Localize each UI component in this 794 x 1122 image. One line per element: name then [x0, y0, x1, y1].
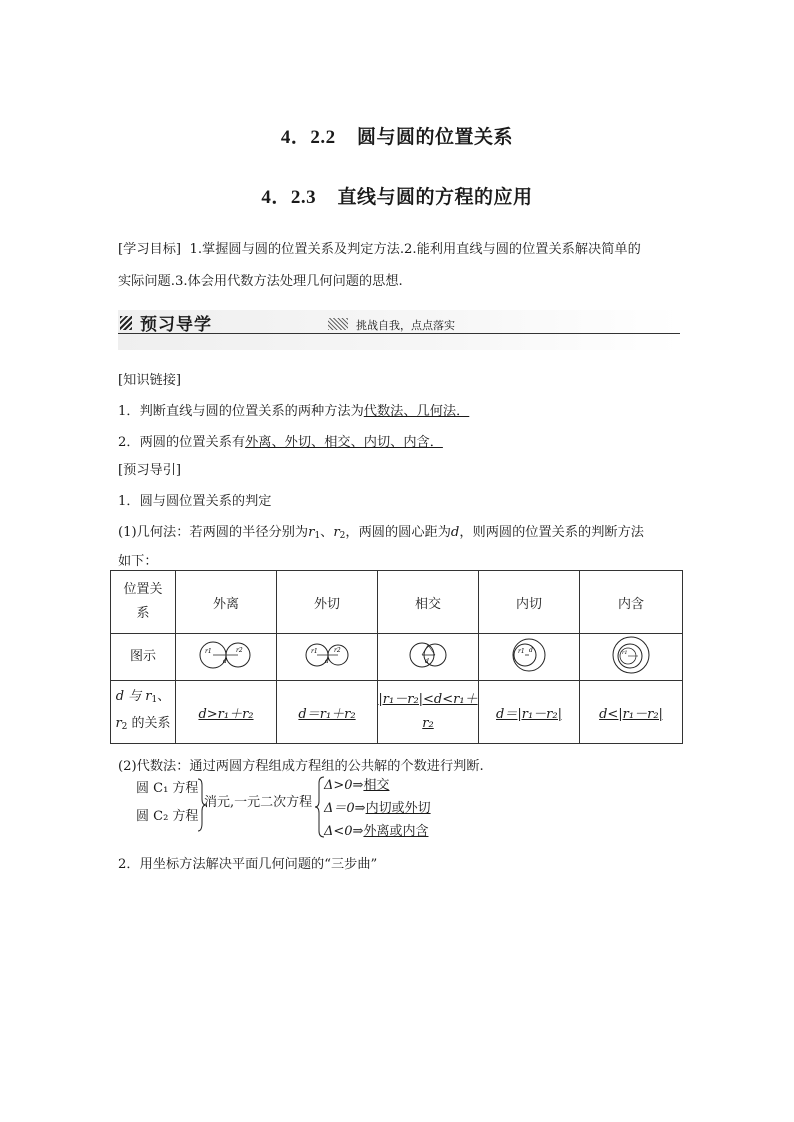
- two-circles-tangent-icon: [301, 635, 353, 675]
- relation-separate: d>r₁＋r₂: [176, 681, 277, 744]
- algebra-diagram: [136, 775, 476, 841]
- svg-text:r1: r1: [518, 648, 525, 655]
- case-zero: Δ＝0⇒内切或外切: [324, 801, 431, 816]
- relation-external-tangent: d＝r₁＋r₂: [277, 681, 378, 744]
- relation-internal-tangent: d＝|r₁－r₂|: [479, 681, 580, 744]
- circles-contain-icon: [608, 635, 654, 675]
- stripe-icon: [120, 316, 132, 330]
- circles-internal-tangent-icon: [508, 635, 550, 675]
- relation-row-label: d 与 $r_1$、 $r_2$ 的关系: [111, 681, 176, 744]
- knowledge-item-1: 1．判断直线与圆的位置关系的两种方法为代数法、几何法．: [118, 404, 470, 419]
- section-title-4-2-2: 4．2.2 圆与圆的位置关系: [280, 126, 514, 148]
- equation-c2: 圆 C₂ 方程: [136, 809, 199, 824]
- section-title-4-2-3: 4．2.3 直线与圆的方程的应用: [261, 186, 533, 208]
- figure-contain: [580, 634, 683, 681]
- ruler-icon: [328, 318, 348, 330]
- svg-text:r1: r1: [205, 648, 212, 655]
- col-header: 内切: [479, 571, 580, 634]
- geometry-method-line: (1)几何法：若两圆的半径分别为$r_1$、$r_2$，两圆的圆心距为d，则两圆的位置关系的判断方法: [118, 525, 644, 541]
- banner-subtitle: 挑战自我，点点落实: [356, 319, 455, 332]
- col-header: 内含: [580, 571, 683, 634]
- svg-text:r1: r1: [311, 648, 318, 655]
- svg-text:r1: r1: [622, 650, 628, 656]
- preview-label: [预习导引]: [118, 463, 182, 478]
- preview-banner: [118, 310, 680, 350]
- two-circles-intersect-icon: [402, 635, 454, 675]
- svg-text:d: d: [325, 658, 329, 665]
- figure-separate: [176, 634, 277, 681]
- two-circles-separate-icon: [195, 635, 257, 675]
- case-negative: Δ<0⇒外离或内含: [324, 824, 429, 839]
- figure-external-tangent: [277, 634, 378, 681]
- svg-text:r2: r2: [334, 647, 341, 654]
- banner-title: 预习导学: [140, 315, 212, 335]
- knowledge-item-2: 2．两圆的位置关系有外离、外切、相交、内切、内含．: [118, 435, 443, 450]
- equation-c1: 圆 C₁ 方程: [136, 781, 199, 796]
- case-positive: Δ>0⇒相交: [324, 778, 390, 793]
- figure-intersect: [378, 634, 479, 681]
- col-header: 外切: [277, 571, 378, 634]
- preview-item-2: 2．用坐标方法解决平面几何问题的“三步曲”: [118, 857, 378, 872]
- relation-contain: d<|r₁－r₂|: [580, 681, 683, 744]
- elimination-text: 消元,一元二次方程: [204, 795, 313, 810]
- svg-text:d: d: [529, 647, 533, 654]
- svg-text:d: d: [223, 658, 227, 665]
- table-header-label: 位置关 系: [111, 571, 176, 634]
- svg-text:d: d: [425, 658, 429, 665]
- objectives-line-1: [学习目标] 1.掌握圆与圆的位置关系及判定方法.2.能利用直线与圆的位置关系解决简单的: [118, 242, 641, 257]
- figure-row-label: 图示: [111, 634, 176, 681]
- relation-intersect: |r₁－r₂|<d<r₁＋ r₂: [378, 681, 479, 744]
- circle-relation-table: [110, 570, 683, 744]
- knowledge-label: [知识链接]: [118, 373, 182, 388]
- col-header: 相交: [378, 571, 479, 634]
- geometry-method-end: 如下：: [118, 554, 158, 569]
- preview-item-1: 1．圆与圆位置关系的判定: [118, 494, 272, 509]
- col-header: 外离: [176, 571, 277, 634]
- algebra-method-line: (2)代数法：通过两圆方程组成方程组的公共解的个数进行判断.: [118, 759, 484, 774]
- objectives-line-2: 实际问题.3.体会用代数方法处理几何问题的思想.: [118, 274, 403, 289]
- figure-internal-tangent: [479, 634, 580, 681]
- svg-text:r2: r2: [236, 647, 243, 654]
